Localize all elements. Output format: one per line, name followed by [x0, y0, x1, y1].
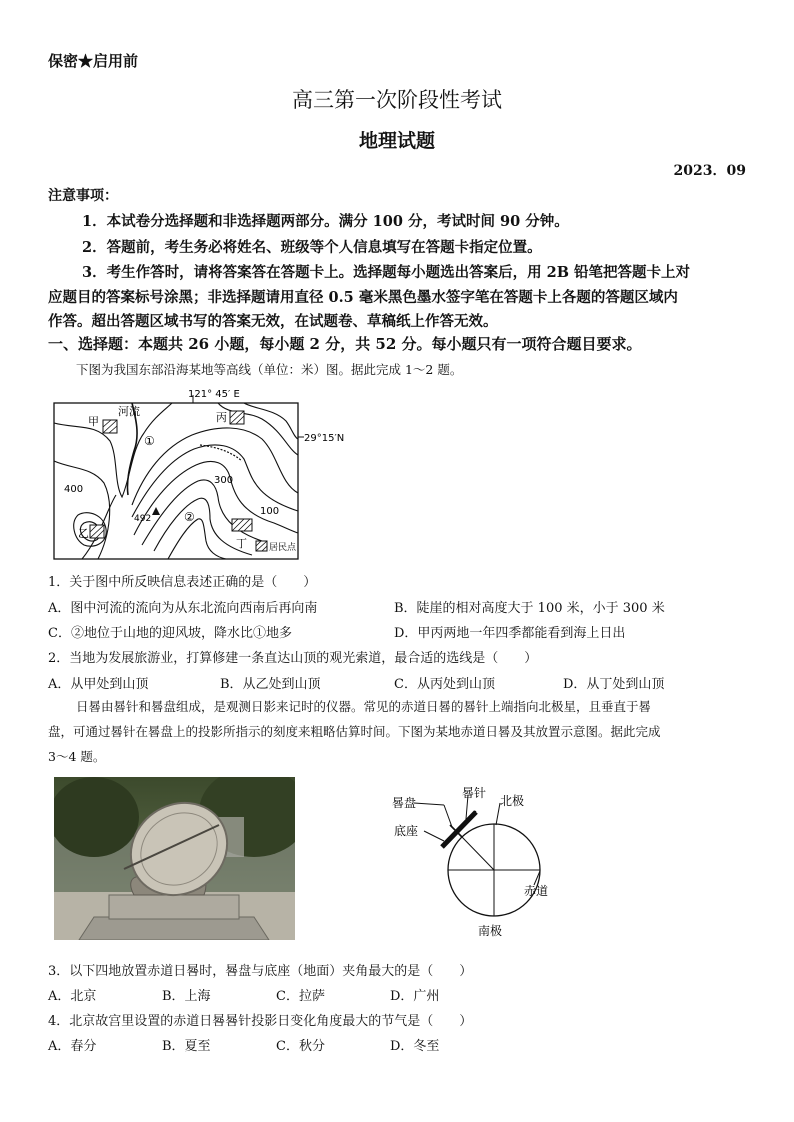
cliff-line [200, 445, 242, 461]
label-south: 南极 [478, 924, 503, 938]
confidential-label: 保密★启用前 [48, 52, 139, 70]
contour-label-100: 100 [260, 506, 280, 517]
leader-dial [414, 803, 444, 805]
note-line-1: 1．本试卷分选择题和非选择题两部分。满分 100 分，考试时间 90 分钟。 [82, 213, 569, 230]
intro-q1-2: 下图为我国东部沿海某地等高线（单位：米）图。据此完成 1～2 题。 [76, 362, 463, 377]
lon-label: 121° 45′ E [188, 389, 240, 400]
q1-stem: 1．关于图中所反映信息表述正确的是（ ） [48, 575, 317, 590]
contour-label-400: 400 [64, 484, 84, 495]
q1-option-b[interactable]: B．陡崖的相对高度大于 100 米，小于 300 米 [394, 601, 665, 616]
label-ding: 丁 [236, 537, 247, 550]
peak-triangle-icon [152, 507, 160, 515]
sundial-diagram [384, 785, 584, 945]
q4-option-a[interactable]: A．春分 [48, 1039, 97, 1054]
leader-base [424, 831, 444, 841]
legend-label: 居民点 [269, 543, 297, 553]
q4-option-c[interactable]: C．秋分 [276, 1039, 325, 1054]
q1-option-a[interactable]: A．图中河流的流向为从东北流向西南后再向南 [48, 601, 318, 616]
label-needle: 晷针 [462, 786, 487, 800]
label-dial: 晷盘 [392, 796, 417, 810]
q4-option-d[interactable]: D．冬至 [390, 1039, 440, 1054]
exam-title: 高三第一次阶段性考试 [292, 88, 502, 112]
q4-option-b[interactable]: B．夏至 [162, 1039, 211, 1054]
q2-stem: 2．当地为发展旅游业，打算修建一条直达山顶的观光索道，最合适的选线是（ ） [48, 651, 538, 666]
lat-label: 29°15′N [304, 433, 345, 444]
q2-option-d[interactable]: D．从丁处到山顶 [563, 677, 665, 692]
label-bing: 丙 [216, 411, 227, 424]
q3-stem: 3．以下四地放置赤道日晷时，晷盘与底座（地面）夹角最大的是（ ） [48, 964, 473, 979]
q3-option-b[interactable]: B．上海 [162, 989, 211, 1004]
q4-stem: 4．北京故宫里设置的赤道日晷晷针投影日变化角度最大的节气是（ ） [48, 1014, 473, 1029]
note-line-2: 2．答题前，考生务必将姓名、班级等个人信息填写在答题卡指定位置。 [82, 239, 542, 256]
q3-option-c[interactable]: C．拉萨 [276, 989, 325, 1004]
marker-2: ② [184, 510, 195, 524]
marker-1: ① [144, 434, 155, 448]
label-north: 北极 [500, 794, 525, 808]
intro-q3-4-line-1: 日晷由晷针和晷盘组成，是观测日影来记时的仪器。常见的赤道日晷的晷针上端指向北极星，且垂直于晷 [76, 699, 652, 714]
label-jia: 甲 [88, 415, 99, 428]
notes-heading: 注意事项： [48, 188, 118, 204]
q1-option-d[interactable]: D．甲丙两地一年四季都能看到海上日出 [394, 626, 626, 641]
location-radius [462, 837, 494, 870]
q2-option-c[interactable]: C．从丙处到山顶 [394, 677, 495, 692]
contour-label-300: 300 [214, 475, 234, 486]
section-heading: 一、选择题：本题共 26 小题，每小题 2 分，共 52 分。每小题只有一项符合题目要求。 [48, 335, 642, 353]
q1-option-c[interactable]: C．②地位于山地的迎风坡，降水比①地多 [48, 626, 292, 641]
intro-q3-4-line-2: 盘，可通过晷针在晷盘上的投影所指示的刻度来粗略估算时间。下图为某地赤道日晷及其放置示意图。据此完成 [48, 724, 661, 739]
base-highlight [444, 816, 478, 851]
sundial-photo [54, 777, 295, 940]
intro-q3-4-line-3: 3～4 题。 [48, 749, 106, 764]
q2-option-a[interactable]: A．从甲处到山顶 [48, 677, 149, 692]
q3-option-d[interactable]: D．广州 [390, 989, 440, 1004]
peak-elevation: 492 [134, 514, 152, 524]
contour-map [48, 385, 358, 565]
note-line-3: 3．考生作答时，请将答案答在答题卡上。选择题每小题选出答案后，用 2B 铅笔把答题卡上对 [82, 264, 691, 281]
q2-option-b[interactable]: B．从乙处到山顶 [220, 677, 321, 692]
exam-date: 2023．09 [673, 163, 746, 179]
leader-dial-2 [444, 805, 452, 827]
label-equator: 赤道 [524, 884, 549, 898]
note-line-4: 应题目的答案标号涂黑；非选择题请用直径 0.5 毫米黑色墨水签字笔在答题卡上各题的答题区域内 [48, 289, 678, 306]
q3-option-a[interactable]: A．北京 [48, 989, 97, 1004]
label-river: 河流 [118, 405, 140, 418]
label-yi: 乙 [78, 527, 89, 540]
note-line-5: 作答。超出答题区域书写的答案无效，在试题卷、草稿纸上作答无效。 [48, 313, 498, 330]
label-base: 底座 [394, 824, 419, 838]
subject-title: 地理试题 [358, 130, 435, 152]
